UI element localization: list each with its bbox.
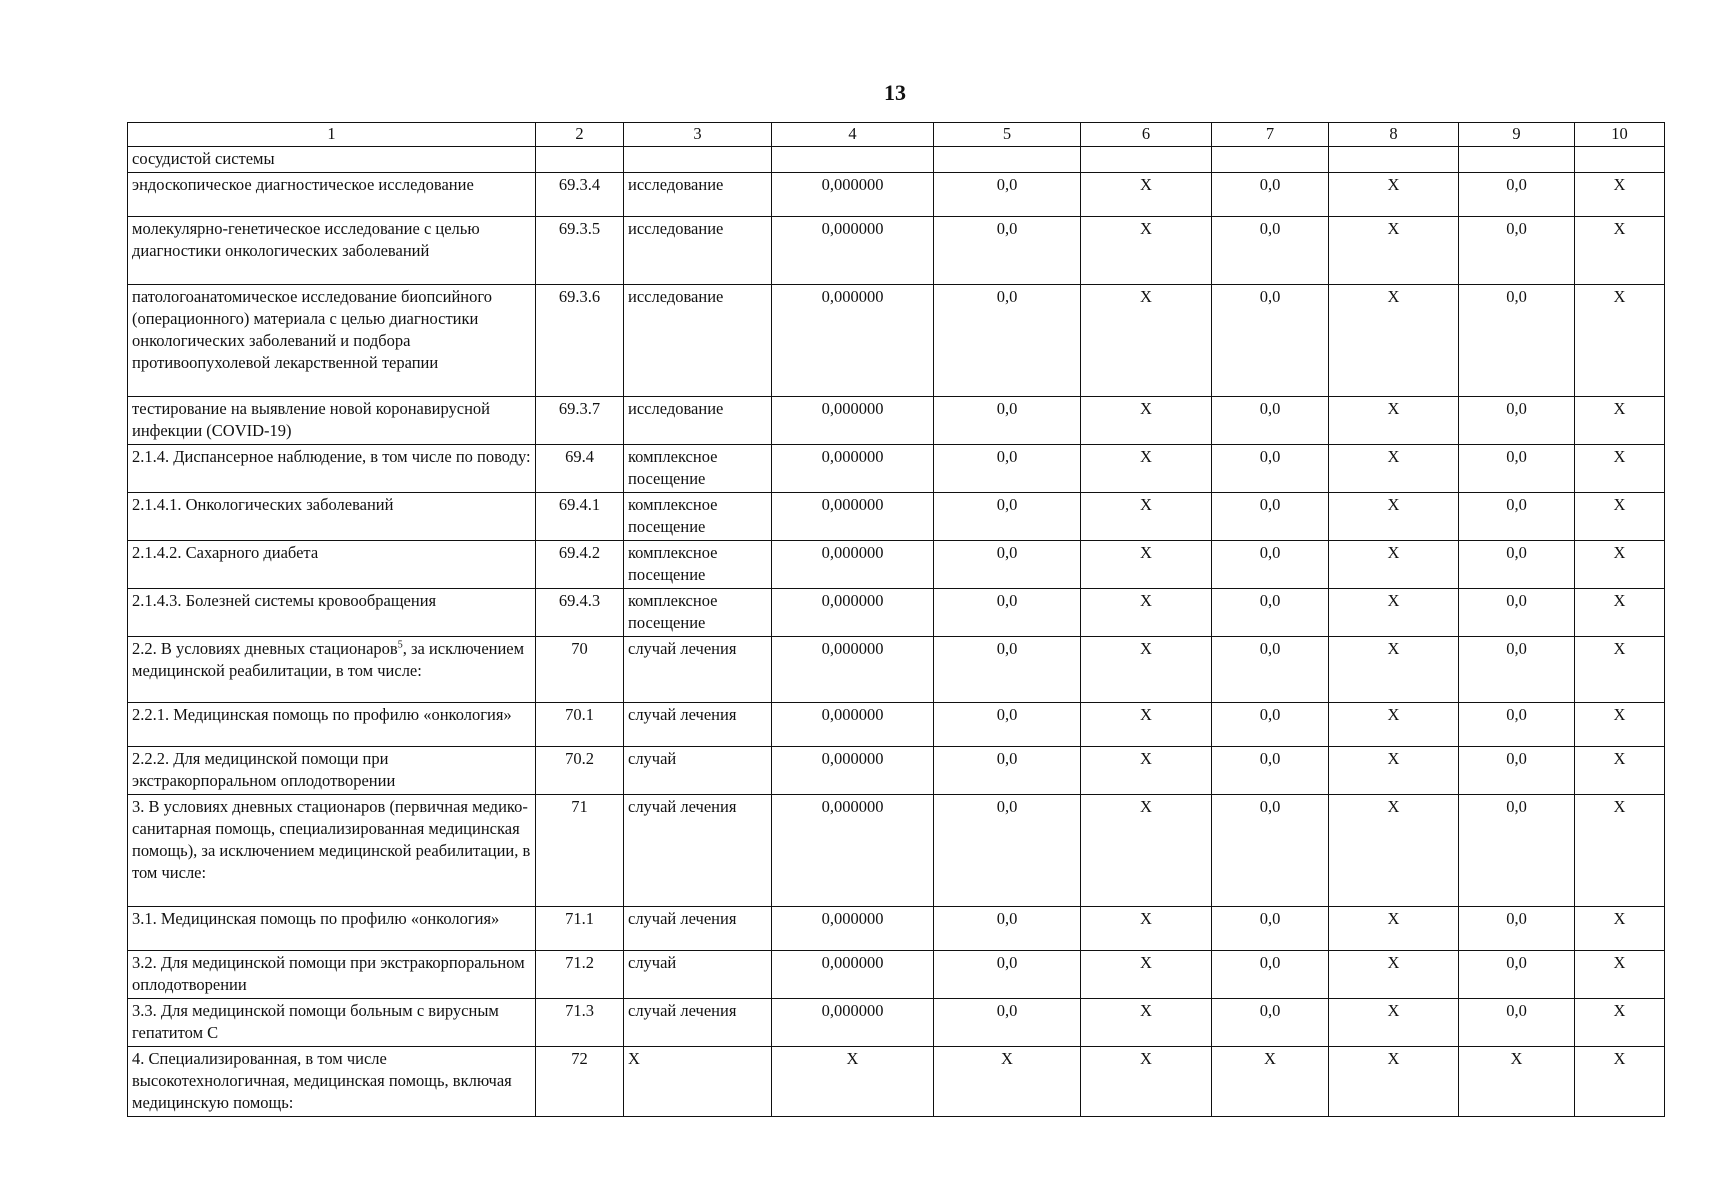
row-name <box>128 285 536 397</box>
value-col-6: X <box>1081 747 1212 795</box>
value-col-4: 0,000000 <box>772 397 934 445</box>
value-col-10: X <box>1575 999 1665 1047</box>
value-col-8: X <box>1329 1047 1459 1117</box>
row-name <box>128 147 536 173</box>
row-code: 71.1 <box>536 907 624 951</box>
value-col-9: 0,0 <box>1459 445 1575 493</box>
value-col-9: 0,0 <box>1459 637 1575 703</box>
row-name <box>128 1047 536 1117</box>
row-name <box>128 747 536 795</box>
value-col-6: X <box>1081 397 1212 445</box>
column-header: 1 <box>128 123 536 147</box>
row-name <box>128 173 536 217</box>
value-col-10: X <box>1575 747 1665 795</box>
value-col-7: 0,0 <box>1212 397 1329 445</box>
table-row <box>128 747 1665 795</box>
value-col-8: X <box>1329 397 1459 445</box>
value-col-6: X <box>1081 999 1212 1047</box>
row-code: 70.1 <box>536 703 624 747</box>
row-unit: X <box>624 1047 772 1117</box>
table-row <box>128 999 1665 1047</box>
column-header: 4 <box>772 123 934 147</box>
row-unit <box>624 147 772 173</box>
value-col-8 <box>1329 147 1459 173</box>
row-unit: комплексное посещение <box>624 493 772 541</box>
table-row <box>128 951 1665 999</box>
value-col-5: 0,0 <box>934 795 1081 907</box>
page-number: 13 <box>884 80 906 105</box>
value-col-4: 0,000000 <box>772 173 934 217</box>
table-row <box>128 1047 1665 1117</box>
row-unit: случай <box>624 951 772 999</box>
row-unit: случай <box>624 747 772 795</box>
row-unit: исследование <box>624 285 772 397</box>
table-row <box>128 907 1665 951</box>
value-col-8: X <box>1329 589 1459 637</box>
value-col-7: 0,0 <box>1212 285 1329 397</box>
row-name-text: 2.2.1. Медицинская помощь по профилю «онкология» <box>132 705 512 724</box>
value-col-10: X <box>1575 285 1665 397</box>
value-col-7: 0,0 <box>1212 907 1329 951</box>
value-col-5: 0,0 <box>934 217 1081 285</box>
table-row <box>128 217 1665 285</box>
row-name <box>128 493 536 541</box>
column-header: 10 <box>1575 123 1665 147</box>
value-col-6: X <box>1081 541 1212 589</box>
row-code: 69.3.4 <box>536 173 624 217</box>
row-name-text: 2.1.4.1. Онкологических заболеваний <box>132 495 394 514</box>
value-col-7: 0,0 <box>1212 541 1329 589</box>
value-col-8: X <box>1329 747 1459 795</box>
row-name-text: 4. Специализированная, в том числе высокотехнологичная, медицинская помощь, включая медицинскую помощь: <box>132 1049 512 1112</box>
row-name-text: 3. В условиях дневных стационаров (первичная медико-санитарная помощь, специализированная медицинская помощь), за исключением медицинской реабилитации, в том числе: <box>132 797 531 882</box>
row-code: 69.4.2 <box>536 541 624 589</box>
value-col-10: X <box>1575 493 1665 541</box>
value-col-10: X <box>1575 795 1665 907</box>
value-col-4: 0,000000 <box>772 951 934 999</box>
row-name-text: 3.2. Для медицинской помощи при экстракорпоральном оплодотворении <box>132 953 525 994</box>
row-code: 69.4 <box>536 445 624 493</box>
value-col-4: 0,000000 <box>772 541 934 589</box>
value-col-6: X <box>1081 703 1212 747</box>
value-col-8: X <box>1329 999 1459 1047</box>
value-col-4: 0,000000 <box>772 637 934 703</box>
row-code <box>536 147 624 173</box>
row-code: 69.3.7 <box>536 397 624 445</box>
row-name-text: эндоскопическое диагностическое исследование <box>132 175 474 194</box>
row-name <box>128 397 536 445</box>
value-col-9: 0,0 <box>1459 173 1575 217</box>
row-name <box>128 951 536 999</box>
row-name-text: молекулярно-генетическое исследование с целью диагностики онкологических заболеваний <box>132 219 480 260</box>
value-col-9: 0,0 <box>1459 951 1575 999</box>
row-unit: исследование <box>624 217 772 285</box>
value-col-8: X <box>1329 173 1459 217</box>
value-col-9: 0,0 <box>1459 907 1575 951</box>
row-unit: случай лечения <box>624 999 772 1047</box>
column-header: 6 <box>1081 123 1212 147</box>
value-col-5: 0,0 <box>934 703 1081 747</box>
value-col-4: 0,000000 <box>772 747 934 795</box>
row-code: 69.3.6 <box>536 285 624 397</box>
value-col-6: X <box>1081 907 1212 951</box>
value-col-9: X <box>1459 1047 1575 1117</box>
row-unit: комплексное посещение <box>624 445 772 493</box>
column-header: 2 <box>536 123 624 147</box>
value-col-8: X <box>1329 795 1459 907</box>
value-col-9: 0,0 <box>1459 217 1575 285</box>
table-row <box>128 397 1665 445</box>
value-col-6: X <box>1081 445 1212 493</box>
row-unit: комплексное посещение <box>624 589 772 637</box>
row-unit: случай лечения <box>624 907 772 951</box>
row-name <box>128 541 536 589</box>
row-code: 70 <box>536 637 624 703</box>
value-col-8: X <box>1329 637 1459 703</box>
value-col-9: 0,0 <box>1459 589 1575 637</box>
value-col-5: X <box>934 1047 1081 1117</box>
value-col-9: 0,0 <box>1459 999 1575 1047</box>
value-col-8: X <box>1329 445 1459 493</box>
row-name <box>128 445 536 493</box>
value-col-9: 0,0 <box>1459 747 1575 795</box>
value-col-6: X <box>1081 493 1212 541</box>
value-col-4: 0,000000 <box>772 907 934 951</box>
table-row <box>128 541 1665 589</box>
value-col-6: X <box>1081 285 1212 397</box>
value-col-5: 0,0 <box>934 445 1081 493</box>
value-col-7: X <box>1212 1047 1329 1117</box>
value-col-5: 0,0 <box>934 285 1081 397</box>
value-col-5: 0,0 <box>934 951 1081 999</box>
value-col-9: 0,0 <box>1459 541 1575 589</box>
table-row <box>128 795 1665 907</box>
value-col-5: 0,0 <box>934 493 1081 541</box>
value-col-5: 0,0 <box>934 999 1081 1047</box>
value-col-5: 0,0 <box>934 397 1081 445</box>
table-row <box>128 445 1665 493</box>
value-col-7: 0,0 <box>1212 795 1329 907</box>
value-col-4: 0,000000 <box>772 445 934 493</box>
row-name-text: 2.2.2. Для медицинской помощи при экстракорпоральном оплодотворении <box>132 749 396 790</box>
row-unit: исследование <box>624 173 772 217</box>
value-col-10: X <box>1575 637 1665 703</box>
column-header: 5 <box>934 123 1081 147</box>
row-unit: комплексное посещение <box>624 541 772 589</box>
value-col-7: 0,0 <box>1212 173 1329 217</box>
value-col-8: X <box>1329 541 1459 589</box>
table-row <box>128 173 1665 217</box>
row-name-text: сосудистой системы <box>132 149 275 168</box>
value-col-4: 0,000000 <box>772 795 934 907</box>
column-header: 3 <box>624 123 772 147</box>
value-col-7: 0,0 <box>1212 589 1329 637</box>
value-col-10: X <box>1575 703 1665 747</box>
row-unit: случай лечения <box>624 637 772 703</box>
value-col-7: 0,0 <box>1212 747 1329 795</box>
table-row <box>128 589 1665 637</box>
column-header: 9 <box>1459 123 1575 147</box>
value-col-4: 0,000000 <box>772 285 934 397</box>
table-row <box>128 147 1665 173</box>
table-row <box>128 703 1665 747</box>
row-unit: исследование <box>624 397 772 445</box>
row-code: 71 <box>536 795 624 907</box>
value-col-8: X <box>1329 493 1459 541</box>
table-row <box>128 493 1665 541</box>
value-col-10 <box>1575 147 1665 173</box>
table-body <box>128 123 1665 1117</box>
value-col-10: X <box>1575 541 1665 589</box>
value-col-4: 0,000000 <box>772 217 934 285</box>
value-col-10: X <box>1575 907 1665 951</box>
value-col-10: X <box>1575 173 1665 217</box>
value-col-8: X <box>1329 217 1459 285</box>
row-name <box>128 999 536 1047</box>
row-name-text: 2.1.4. Диспансерное наблюдение, в том числе по поводу: <box>132 447 531 466</box>
value-col-8: X <box>1329 703 1459 747</box>
row-code: 69.4.1 <box>536 493 624 541</box>
data-table <box>127 122 1665 1117</box>
row-name-text: патологоанатомическое исследование биопсийного (операционного) материала с целью диагностики онкологических заболеваний и подбора противоопухолевой лекарственной терапии <box>132 287 492 372</box>
row-code: 69.3.5 <box>536 217 624 285</box>
value-col-8: X <box>1329 951 1459 999</box>
row-unit: случай лечения <box>624 703 772 747</box>
value-col-4: X <box>772 1047 934 1117</box>
value-col-10: X <box>1575 445 1665 493</box>
value-col-6: X <box>1081 1047 1212 1117</box>
row-name <box>128 637 536 703</box>
row-code: 70.2 <box>536 747 624 795</box>
row-code: 71.2 <box>536 951 624 999</box>
column-header: 7 <box>1212 123 1329 147</box>
row-name-text: 2.2. В условиях дневных стационаров <box>132 639 398 658</box>
value-col-7: 0,0 <box>1212 445 1329 493</box>
row-name <box>128 795 536 907</box>
value-col-4: 0,000000 <box>772 703 934 747</box>
value-col-9 <box>1459 147 1575 173</box>
value-col-9: 0,0 <box>1459 397 1575 445</box>
row-name <box>128 217 536 285</box>
row-name-tail: , за исключением медицинской реабилитации, в том числе: <box>132 639 525 680</box>
row-name <box>128 703 536 747</box>
value-col-7: 0,0 <box>1212 703 1329 747</box>
row-unit: случай лечения <box>624 795 772 907</box>
row-code: 69.4.3 <box>536 589 624 637</box>
row-code: 72 <box>536 1047 624 1117</box>
value-col-7 <box>1212 147 1329 173</box>
value-col-8: X <box>1329 285 1459 397</box>
value-col-7: 0,0 <box>1212 637 1329 703</box>
value-col-5: 0,0 <box>934 589 1081 637</box>
value-col-4: 0,000000 <box>772 999 934 1047</box>
row-name <box>128 589 536 637</box>
table-row <box>128 285 1665 397</box>
value-col-5: 0,0 <box>934 747 1081 795</box>
row-name-text: 2.1.4.2. Сахарного диабета <box>132 543 319 562</box>
value-col-6 <box>1081 147 1212 173</box>
value-col-7: 0,0 <box>1212 951 1329 999</box>
value-col-5: 0,0 <box>934 637 1081 703</box>
value-col-7: 0,0 <box>1212 217 1329 285</box>
value-col-5: 0,0 <box>934 173 1081 217</box>
value-col-9: 0,0 <box>1459 703 1575 747</box>
row-name-text: 3.1. Медицинская помощь по профилю «онкология» <box>132 909 500 928</box>
value-col-5: 0,0 <box>934 907 1081 951</box>
value-col-9: 0,0 <box>1459 795 1575 907</box>
value-col-7: 0,0 <box>1212 999 1329 1047</box>
value-col-9: 0,0 <box>1459 493 1575 541</box>
table-row <box>128 637 1665 703</box>
value-col-5: 0,0 <box>934 541 1081 589</box>
header-row <box>128 123 1665 147</box>
value-col-6: X <box>1081 795 1212 907</box>
value-col-10: X <box>1575 1047 1665 1117</box>
row-code: 71.3 <box>536 999 624 1047</box>
value-col-10: X <box>1575 951 1665 999</box>
value-col-10: X <box>1575 397 1665 445</box>
value-col-10: X <box>1575 589 1665 637</box>
row-name-text: 3.3. Для медицинской помощи больным с вирусным гепатитом С <box>132 1001 499 1042</box>
row-name <box>128 907 536 951</box>
row-name-text: тестирование на выявление новой коронавирусной инфекции (COVID-19) <box>132 399 490 440</box>
value-col-6: X <box>1081 637 1212 703</box>
value-col-4 <box>772 147 934 173</box>
value-col-5 <box>934 147 1081 173</box>
row-name-text: 2.1.4.3. Болезней системы кровообращения <box>132 591 437 610</box>
value-col-6: X <box>1081 173 1212 217</box>
column-header: 8 <box>1329 123 1459 147</box>
value-col-6: X <box>1081 217 1212 285</box>
value-col-9: 0,0 <box>1459 285 1575 397</box>
value-col-6: X <box>1081 951 1212 999</box>
value-col-7: 0,0 <box>1212 493 1329 541</box>
footnote-mark: 5 <box>397 639 403 651</box>
value-col-4: 0,000000 <box>772 493 934 541</box>
value-col-6: X <box>1081 589 1212 637</box>
value-col-4: 0,000000 <box>772 589 934 637</box>
value-col-8: X <box>1329 907 1459 951</box>
value-col-10: X <box>1575 217 1665 285</box>
